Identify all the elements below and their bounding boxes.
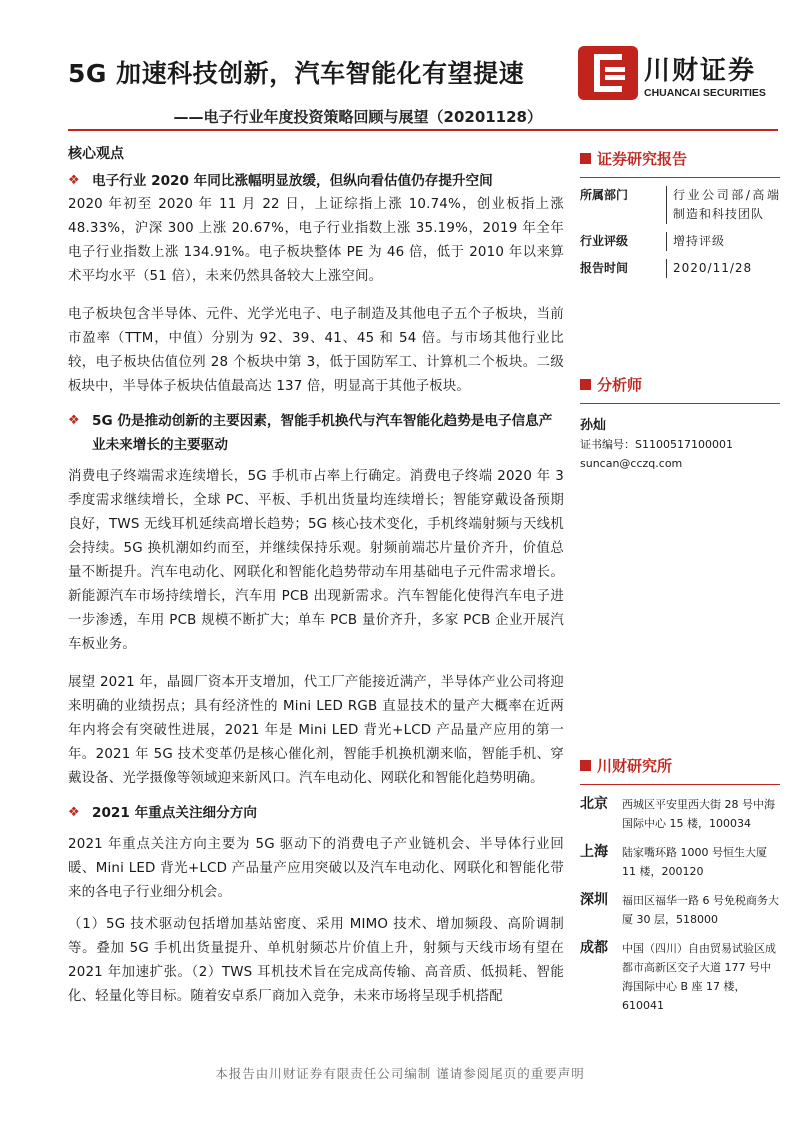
office-beijing <box>580 795 780 833</box>
info-row-date <box>580 259 780 278</box>
info-value: 增持评级 <box>666 232 780 251</box>
core-views-title: 核心观点 <box>68 146 124 162</box>
logo-english-name: CHUANCAI SECURITIES <box>644 87 766 99</box>
office-address: 陆家嘴环路 1000 号恒生大厦 11 楼，200120 <box>622 846 767 878</box>
paragraph-outlook-2021: 展望 2021 年，晶圆厂资本开支增加，代工厂产能接近满产，半导体产业公司将迎来明确的业绩拐点；具有经济性的 Mini LED RGB 直显技术的量产大概率在近两年内将会有突破性进展，2021 年是 Mini LED 背光+LCD 产品量产应用的第一年。2021 年 5G 技术变革仍是核心催化剂，智能手机换机潮来临，智能手机、穿戴设备、光学摄像等领域迎来新风口。汽车电动化、网联化和智能化趋势明确。 <box>68 675 564 786</box>
sidebar-divider <box>580 784 780 785</box>
info-row-rating <box>580 232 780 251</box>
office-shenzhen <box>580 891 780 929</box>
analyst-certificate: 证书编号：S1100517100001 <box>580 438 733 451</box>
paragraph-subsector-valuation: 电子板块包含半导体、元件、光学光电子、电子制造及其他电子五个子板块，当前市盈率（TTM，中值）分别为 92、39、41、45 和 54 倍。与市场其他行业比较，电子板块估值位列 28 个板块中第 3，低于国防军工、计算机二个板块。二级板块中，半导体子板块估值最高达 137 倍，明显高于其他子板块。 <box>68 307 564 394</box>
red-square-icon <box>580 153 591 164</box>
report-subtitle: ——电子行业年度投资策略回顾与展望（20201128） <box>173 108 542 126</box>
institute-heading: 川财研究所 <box>580 755 780 776</box>
info-value: 行业公司部/高端制造和科技团队 <box>666 186 780 224</box>
report-header <box>0 0 800 130</box>
diamond-bullet-icon: ❖ <box>68 805 80 820</box>
diamond-bullet-icon: ❖ <box>68 173 80 188</box>
sidebar <box>580 148 780 1015</box>
company-logo <box>578 46 778 106</box>
paragraph-consumer-electronics: 消费电子终端需求连续增长，5G 手机市占率上行确定。消费电子终端 2020 年 3 季度需求继续增长，全球 PC、平板、手机出货量均连续增长；智能穿戴设备预期良好，TWS 无线耳机延续高增长趋势；5G 核心技术变化，手机终端射频与天线机会持续。5G 换机潮如约而至，并继续保持乐观。射频前端芯片量价齐升，价值总量不断提升。汽车电动化、网联化和智能化趋势带动车用基础电子元件需求增长。新能源汽车市场持续增长，汽车用 PCB 出现新需求。汽车智能化使得汽车电子进一步渗透，车用 PCB 规模不断扩大；单车 PCB 量价齐升，多家 PCB 企业开展汽车板业务。 <box>68 469 564 652</box>
key-point-1 <box>68 169 564 193</box>
header-divider <box>68 129 778 131</box>
office-city: 深圳 <box>580 892 608 908</box>
chuancai-logo-icon <box>578 46 638 100</box>
report-type-heading: 证券研究报告 <box>580 148 780 169</box>
paragraph-market-performance: 2020 年初至 2020 年 11 月 22 日，上证综指上涨 10.74%，创业板指上涨 48.33%，沪深 300 上涨 20.67%，电子行业指数上涨 35.19%，2019 年全年电子行业指数上涨 134.91%。电子板块整体 PE 为 46 倍，低于 2010 年以来算术平均水平（51 倍），未来仍然具备较大上涨空间。 <box>68 197 564 284</box>
sidebar-divider <box>580 403 780 404</box>
key-point-2-text: 5G 仍是推动创新的主要因素，智能手机换代与汽车智能化趋势是电子信息产业未来增长的主要驱动 <box>92 413 553 453</box>
core-views-section <box>68 143 564 1009</box>
office-city: 上海 <box>580 844 608 860</box>
info-value: 2020/11/28 <box>666 259 780 278</box>
analyst-email[interactable]: suncan@cczq.com <box>580 457 683 470</box>
info-label: 行业评级 <box>580 234 629 248</box>
key-point-2 <box>68 409 564 457</box>
paragraph-5g-tws: （1）5G 技术驱动包括增加基站密度、采用 MIMO 技术、增加频段、高阶调制等。叠加 5G 手机出货量提升、单机射频芯片价值上升，射频与天线市场有望在 2021 年加速扩张。（2）TWS 耳机技术旨在完成高传输、高音质、低损耗、智能化、轻量化等目标。随着安卓系厂商加入竞争，未来市场将呈现手机搭配 <box>68 917 564 1004</box>
office-address: 西城区平安里西大街 28 号中海国际中心 15 楼，100034 <box>622 798 775 830</box>
analyst-heading: 分析师 <box>580 374 780 395</box>
office-city: 成都 <box>580 940 608 956</box>
sidebar-divider <box>580 177 780 178</box>
office-city: 北京 <box>580 796 608 812</box>
red-square-icon <box>580 379 591 390</box>
office-chengdu <box>580 939 780 1015</box>
report-title: 5G 加速科技创新，汽车智能化有望提速 <box>68 59 525 88</box>
page-footer-disclaimer: 本报告由川财证券有限责任公司编制 谨请参阅尾页的重要声明 <box>215 1066 585 1081</box>
key-point-1-text: 电子行业 2020 年同比涨幅明显放缓，但纵向看估值仍存提升空间 <box>92 173 493 189</box>
office-address: 中国（四川）自由贸易试验区成都市高新区交子大道 177 号中海国际中心 B 座 17 楼，610041 <box>622 942 776 1012</box>
logo-chinese-name: 川财证券 <box>644 56 757 86</box>
info-row-department <box>580 186 780 224</box>
diamond-bullet-icon: ❖ <box>68 413 80 428</box>
office-address: 福田区福华一路 6 号免税商务大厦 30 层，518000 <box>622 894 779 926</box>
paragraph-focus-directions: 2021 年重点关注方向主要为 5G 驱动下的消费电子产业链机会、半导体行业回暖、Mini LED 背光+LCD 产品量产应用突破以及汽车电动化、网联化和智能化带来的各电子行业细分机会。 <box>68 837 564 900</box>
info-label: 所属部门 <box>580 188 629 202</box>
analyst-name: 孙灿 <box>580 418 607 433</box>
info-label: 报告时间 <box>580 261 629 275</box>
office-shanghai <box>580 843 780 881</box>
key-point-3 <box>68 801 564 825</box>
red-square-icon <box>580 760 591 771</box>
key-point-3-text: 2021 年重点关注细分方向 <box>92 805 257 821</box>
